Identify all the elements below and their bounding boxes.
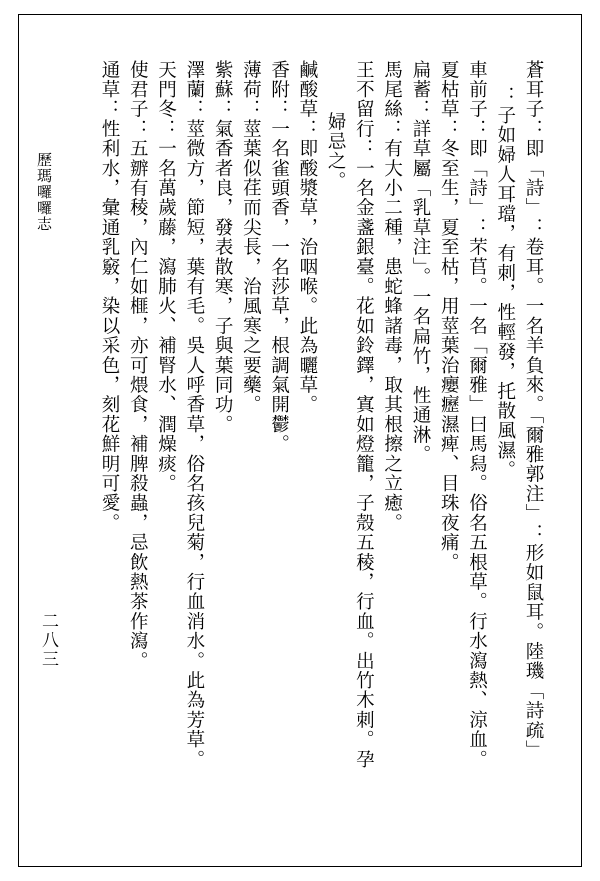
vertical-text-body bbox=[36, 60, 546, 820]
text-column: 香附：一名雀頭香，一名莎草，根調氣開鬱。 bbox=[268, 60, 290, 454]
text-column: 通草：性利水，彙通乳竅，染以采色，刻花鮮明可愛。 bbox=[99, 60, 121, 533]
text-column: 夏枯草：冬至生，夏至枯，用莖葉治癭癧濕痺、目珠夜痛。 bbox=[438, 60, 460, 573]
text-column: 王不留行：一名金盞銀臺。花如鈴鐸，寘如燈籠，子殼五稜，行血。出竹木刺。孕 bbox=[353, 60, 375, 770]
text-column: 薄荷：莖葉似荏而尖長，治風寒之要藥。 bbox=[240, 60, 262, 415]
text-column: 扁蓄：詳草屬「乳草注」。一名扁竹，性通淋。 bbox=[409, 60, 431, 465]
text-column: 使君子：五辧有稜，內仁如榧，亦可煨食，補脾殺蟲，忌飲熱茶作瀉。 bbox=[127, 60, 149, 671]
running-head: 歷瑪囉囉志 bbox=[35, 152, 53, 232]
text-column: 馬尾絲：有大小二種，患蛇蜂諸毒，取其根擦之立癒。 bbox=[381, 60, 403, 533]
text-column: ：子如婦人耳璫，有刺，性輕發，托散風濕。 bbox=[494, 86, 516, 480]
text-column: 婦忌之。 bbox=[325, 112, 347, 191]
text-column: 紫蘇：氣香者良，發表散寒，子與葉同功。 bbox=[212, 60, 234, 435]
text-column: 天門冬：一名萬歲藤，瀉肺火、補腎水、潤燥痰。 bbox=[155, 60, 177, 494]
text-column: 鹹酸草：即酸漿草，治咽喉。此為曬草。 bbox=[296, 60, 318, 415]
text-column: 車前子：即「詩」：芣苢。一名「爾雅」曰馬舄。俗名五根草。行水瀉熱、涼血。 bbox=[466, 60, 488, 770]
text-column: 澤蘭：莖微方，節短，葉有毛。吳人呼香草，俗名孩兒菊，行血消水。此為芳草。 bbox=[183, 60, 205, 770]
text-column: 蒼耳子：即「詩」：卷耳。一名羊負來。「爾雅郭注」：形如鼠耳。陸璣「詩疏」 bbox=[523, 60, 544, 760]
page-number: 二八三 bbox=[38, 612, 58, 669]
